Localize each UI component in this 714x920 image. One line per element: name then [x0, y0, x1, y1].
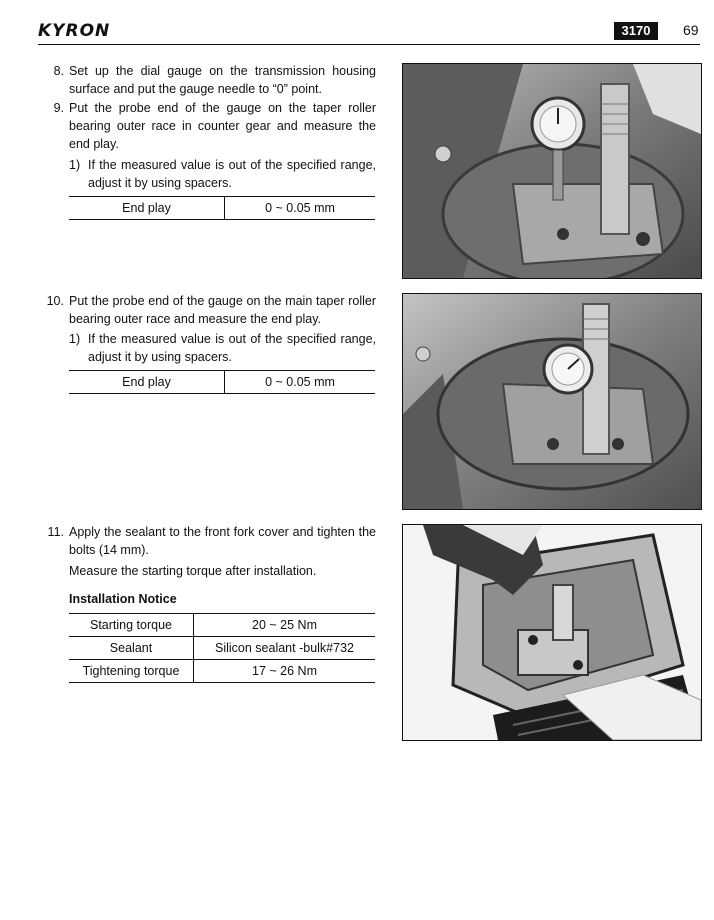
spec-label: Sealant	[69, 637, 194, 660]
installation-notice-table	[69, 613, 375, 683]
photo-dial-gauge-main-bearing	[402, 293, 702, 510]
section-badge: 3170	[614, 22, 658, 40]
step-8	[40, 62, 376, 98]
step-number: 9.	[53, 101, 64, 115]
substep-text: If the measured value is out of the specified range, adjust it by using spacers.	[88, 332, 376, 364]
step-number: 8.	[53, 64, 64, 78]
spec-label: End play	[69, 197, 225, 220]
step-text: Apply the sealant to the front fork cover and tighten the bolts (14 mm).	[69, 525, 376, 557]
spec-label: Tightening torque	[69, 660, 194, 683]
table-row	[69, 371, 375, 394]
end-play-table-1	[69, 196, 375, 220]
spec-label: End play	[69, 371, 225, 394]
step-text: Put the probe end of the gauge on the main taper roller bearing outer race and measure the end play.	[69, 294, 376, 326]
spec-value: 17 ~ 26 Nm	[194, 660, 376, 683]
photo-illustration	[403, 64, 701, 278]
spec-value: Silicon sealant -bulk#732	[194, 637, 376, 660]
substep-number: 1)	[69, 158, 81, 172]
table-row	[69, 614, 375, 637]
photo-illustration	[403, 294, 701, 509]
step-10	[40, 292, 376, 328]
step-number: 10.	[46, 294, 64, 308]
spec-label: Starting torque	[69, 614, 194, 637]
table-row	[69, 197, 375, 220]
photo-front-fork-cover-install	[402, 524, 702, 741]
page-header	[0, 0, 714, 48]
step-text: Put the probe end of the gauge on the taper roller bearing outer race in counter gear and measure the end play.	[69, 101, 376, 151]
page-number: 69	[683, 22, 699, 38]
kyron-logo: KYRON	[38, 21, 111, 41]
step-11-note: Measure the starting torque after installation.	[69, 564, 317, 578]
header-rule	[38, 44, 700, 45]
end-play-table-2	[69, 370, 375, 394]
step-10-substep	[69, 330, 376, 366]
step-9	[40, 99, 376, 153]
step-9-substep	[69, 156, 376, 192]
step-text: Set up the dial gauge on the transmission housing surface and put the gauge needle to “0” point.	[69, 64, 376, 96]
spec-value: 0 ~ 0.05 mm	[225, 371, 376, 394]
spec-value: 20 ~ 25 Nm	[194, 614, 376, 637]
spec-value: 0 ~ 0.05 mm	[225, 197, 376, 220]
step-11	[40, 523, 376, 559]
substep-number: 1)	[69, 332, 81, 346]
photo-illustration	[403, 525, 701, 740]
installation-notice-title: Installation Notice	[69, 592, 177, 606]
table-row	[69, 637, 375, 660]
step-number: 11.	[47, 525, 64, 539]
table-row	[69, 660, 375, 683]
substep-text: If the measured value is out of the specified range, adjust it by using spacers.	[88, 158, 376, 190]
photo-dial-gauge-counter-gear	[402, 63, 702, 279]
